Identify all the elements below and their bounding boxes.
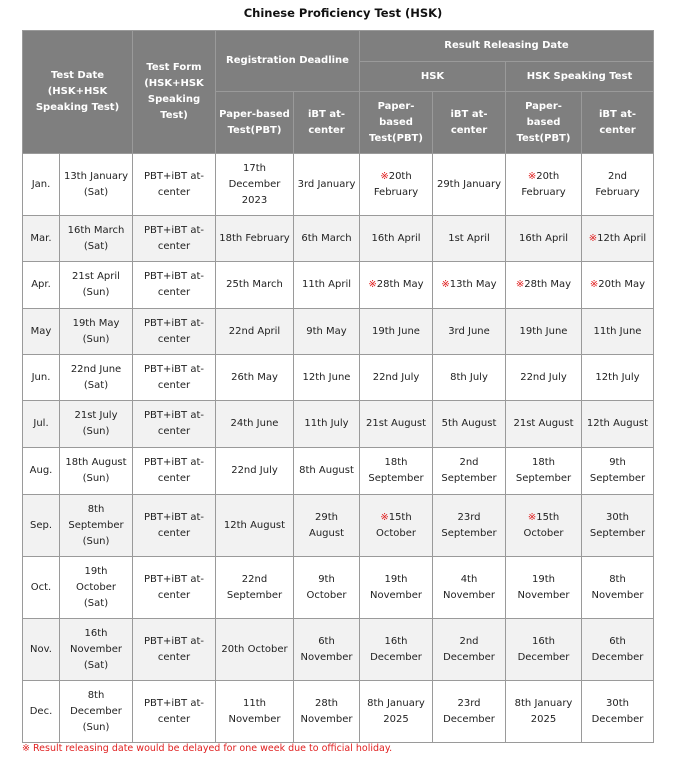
cell-test-form	[133, 681, 216, 743]
cell-test-date	[60, 262, 133, 309]
cell-text: 2nd February	[595, 170, 640, 198]
table-row	[23, 681, 654, 743]
cell-text: 26th May	[231, 371, 278, 383]
cell-speaking-pbt	[506, 495, 582, 557]
cell-month	[23, 355, 60, 401]
cell-text: 12th August	[223, 519, 286, 531]
cell-registration-pbt	[216, 154, 294, 216]
cell-test-form	[133, 557, 216, 619]
cell-month	[23, 495, 60, 557]
cell-registration-ibt	[294, 355, 360, 401]
header-registration-deadline: Registration Deadline	[216, 31, 360, 92]
cell-text: 16th March (Sat)	[67, 224, 125, 252]
cell-test-date	[60, 557, 133, 619]
cell-month	[23, 448, 60, 495]
cell-text: 4th November	[442, 573, 496, 601]
cell-test-date	[60, 401, 133, 448]
cell-speaking-ibt	[582, 448, 654, 495]
cell-speaking-ibt	[582, 262, 654, 309]
cell-speaking-ibt	[582, 619, 654, 681]
cell-test-date	[60, 495, 133, 557]
cell-hsk-ibt	[433, 619, 506, 681]
cell-text: 11th June	[593, 325, 642, 337]
cell-hsk-pbt	[360, 401, 433, 448]
cell-month	[23, 262, 60, 309]
table-row	[23, 448, 654, 495]
cell-text: 21st April (Sun)	[72, 271, 120, 298]
cell-text: 16th December	[370, 635, 422, 663]
holiday-mark-icon: ※	[589, 279, 599, 290]
cell-text: 8th September (Sun)	[68, 503, 124, 547]
header-speaking-ibt: iBT at-center	[582, 92, 654, 154]
cell-test-form	[133, 262, 216, 309]
cell-hsk-pbt	[360, 448, 433, 495]
cell-text: PBT+iBT at-center	[144, 635, 204, 663]
cell-registration-pbt	[216, 262, 294, 309]
cell-hsk-ibt	[433, 448, 506, 495]
header-registration-ibt: iBT at-center	[294, 92, 360, 154]
cell-speaking-ibt	[582, 309, 654, 355]
cell-text: 12th April	[597, 232, 647, 244]
holiday-mark-icon: ※	[515, 279, 525, 290]
cell-text: 29th January	[436, 178, 502, 190]
cell-text: 28th May	[376, 279, 424, 290]
cell-text: 22nd July	[231, 465, 278, 476]
header-hsk-ibt: iBT at-center	[433, 92, 506, 154]
cell-hsk-pbt	[360, 355, 433, 401]
cell-text: 18th September	[368, 457, 424, 484]
cell-text: Aug.	[29, 465, 53, 476]
cell-hsk-pbt	[360, 154, 433, 216]
cell-text: May	[30, 325, 52, 337]
cell-test-date	[60, 309, 133, 355]
cell-text: Jan.	[31, 178, 51, 190]
cell-text: Nov.	[30, 643, 52, 655]
cell-text: 22nd September	[226, 573, 283, 601]
cell-speaking-ibt	[582, 216, 654, 262]
cell-hsk-ibt	[433, 401, 506, 448]
cell-text: 22nd June (Sat)	[70, 363, 122, 391]
cell-speaking-ibt	[582, 355, 654, 401]
cell-registration-pbt	[216, 216, 294, 262]
table-row	[23, 619, 654, 681]
cell-text: 1st April	[448, 232, 490, 244]
cell-registration-ibt	[294, 557, 360, 619]
cell-text: 19th June	[519, 325, 568, 337]
cell-registration-ibt	[294, 309, 360, 355]
hsk-schedule-table	[22, 30, 654, 743]
cell-month	[23, 401, 60, 448]
cell-test-date	[60, 355, 133, 401]
cell-registration-pbt	[216, 495, 294, 557]
cell-test-date	[60, 216, 133, 262]
cell-test-form	[133, 216, 216, 262]
cell-text: PBT+iBT at-center	[144, 410, 204, 437]
cell-text: 16th April	[518, 232, 569, 244]
cell-hsk-ibt	[433, 262, 506, 309]
table-row	[23, 154, 654, 216]
header-test-form: Test Form (HSK+HSK Speaking Test)	[133, 31, 216, 154]
cell-text: 12th August	[586, 418, 649, 429]
cell-month	[23, 557, 60, 619]
cell-speaking-pbt	[506, 216, 582, 262]
cell-month	[23, 216, 60, 262]
cell-text: 15th October	[523, 511, 564, 539]
cell-text: 19th May (Sun)	[72, 317, 120, 345]
cell-text: PBT+iBT at-center	[144, 170, 204, 198]
cell-text: 18th February	[219, 232, 290, 244]
cell-text: 21st August	[513, 418, 574, 429]
cell-text: 9th May	[306, 325, 347, 337]
cell-text: 21st July (Sun)	[74, 410, 118, 437]
cell-test-date	[60, 681, 133, 743]
holiday-mark-icon: ※	[380, 511, 389, 523]
cell-text: 23rd September	[441, 511, 497, 539]
cell-test-form	[133, 154, 216, 216]
cell-hsk-ibt	[433, 309, 506, 355]
cell-text: 22nd July	[520, 371, 567, 383]
cell-text: Apr.	[31, 279, 51, 290]
cell-text: 5th August	[441, 418, 497, 429]
cell-test-date	[60, 448, 133, 495]
cell-text: PBT+iBT at-center	[144, 697, 204, 725]
header-hsk: HSK	[360, 62, 506, 92]
cell-text: 20th February	[373, 170, 419, 198]
header-speaking-pbt: Paper-based Test(PBT)	[506, 92, 582, 154]
cell-registration-pbt	[216, 681, 294, 743]
cell-text: 8th January 2025	[514, 697, 573, 725]
table-row	[23, 216, 654, 262]
cell-hsk-ibt	[433, 557, 506, 619]
cell-registration-pbt	[216, 557, 294, 619]
cell-text: 28th November	[300, 697, 353, 725]
cell-registration-pbt	[216, 619, 294, 681]
cell-text: Jun.	[31, 371, 51, 383]
cell-text: 3rd June	[448, 325, 490, 337]
holiday-mark-icon: ※	[527, 170, 537, 182]
cell-test-form	[133, 448, 216, 495]
cell-text: Sep.	[29, 519, 53, 531]
cell-text: 6th November	[300, 635, 353, 663]
cell-text: PBT+iBT at-center	[144, 573, 204, 601]
header-hsk-speaking: HSK Speaking Test	[506, 62, 654, 92]
cell-registration-ibt	[294, 619, 360, 681]
cell-text: 16th December	[517, 635, 570, 663]
cell-text: Dec.	[29, 705, 53, 717]
cell-text: 11th November	[228, 697, 281, 725]
page-title: Chinese Proficiency Test (HSK)	[243, 6, 443, 20]
cell-registration-ibt	[294, 681, 360, 743]
cell-text: 8th August	[299, 465, 354, 476]
cell-text: 22nd April	[228, 325, 281, 337]
cell-speaking-pbt	[506, 401, 582, 448]
cell-speaking-pbt	[506, 448, 582, 495]
cell-text: 19th November	[517, 573, 570, 601]
cell-text: 6th March	[301, 232, 352, 244]
cell-text: 12th July	[595, 371, 640, 383]
cell-speaking-pbt	[506, 557, 582, 619]
cell-text: 3rd January	[297, 178, 356, 190]
cell-text: PBT+iBT at-center	[144, 363, 204, 391]
cell-month	[23, 309, 60, 355]
cell-text: 30th December	[591, 697, 644, 725]
cell-speaking-ibt	[582, 495, 654, 557]
cell-hsk-ibt	[433, 355, 506, 401]
cell-test-form	[133, 309, 216, 355]
cell-text: 2nd September	[441, 457, 497, 484]
cell-speaking-ibt	[582, 557, 654, 619]
cell-text: 11th July	[304, 418, 349, 429]
cell-text: 13th January (Sat)	[63, 170, 129, 198]
cell-text: 13th May	[449, 279, 497, 290]
cell-text: PBT+iBT at-center	[144, 271, 204, 298]
cell-registration-ibt	[294, 262, 360, 309]
holiday-mark-icon: ※	[380, 170, 389, 182]
holiday-mark-icon: ※	[588, 232, 598, 244]
cell-registration-ibt	[294, 401, 360, 448]
cell-text: 17th December 2023	[228, 162, 281, 206]
cell-test-form	[133, 495, 216, 557]
cell-hsk-ibt	[433, 681, 506, 743]
cell-text: 16th April	[371, 232, 421, 244]
table-row	[23, 495, 654, 557]
cell-registration-pbt	[216, 309, 294, 355]
cell-registration-pbt	[216, 401, 294, 448]
cell-text: 23rd December	[443, 697, 495, 725]
cell-speaking-ibt	[582, 681, 654, 743]
cell-hsk-ibt	[433, 216, 506, 262]
cell-test-form	[133, 355, 216, 401]
cell-hsk-pbt	[360, 309, 433, 355]
cell-registration-pbt	[216, 355, 294, 401]
cell-test-form	[133, 619, 216, 681]
cell-text: 25th March	[226, 279, 283, 290]
cell-text: 18th August (Sun)	[65, 457, 127, 484]
cell-text: 2nd December	[443, 635, 495, 663]
table-row	[23, 262, 654, 309]
cell-test-form	[133, 401, 216, 448]
header-registration-pbt: Paper-based Test(PBT)	[216, 92, 294, 154]
cell-hsk-pbt	[360, 619, 433, 681]
cell-text: 6th December	[591, 635, 644, 663]
cell-text: PBT+iBT at-center	[144, 511, 204, 539]
cell-text: 15th October	[375, 511, 417, 539]
cell-text: 19th November	[369, 573, 423, 601]
cell-hsk-pbt	[360, 557, 433, 619]
cell-month	[23, 681, 60, 743]
cell-text: 24th June	[230, 418, 279, 429]
cell-text: 11th April	[301, 279, 352, 290]
cell-text: PBT+iBT at-center	[144, 317, 204, 345]
cell-test-date	[60, 154, 133, 216]
cell-registration-ibt	[294, 448, 360, 495]
cell-text: 8th December (Sun)	[70, 689, 122, 733]
footnote: ※ Result releasing date would be delayed for one week due to official holiday.	[22, 743, 393, 754]
table-row	[23, 557, 654, 619]
cell-hsk-pbt	[360, 216, 433, 262]
holiday-mark-icon: ※	[441, 279, 450, 290]
cell-text: 9th September	[589, 457, 646, 484]
cell-text: 19th June	[372, 325, 420, 337]
table-row	[23, 309, 654, 355]
cell-text: 18th September	[515, 457, 572, 484]
cell-text: PBT+iBT at-center	[144, 224, 204, 252]
cell-month	[23, 619, 60, 681]
cell-text: PBT+iBT at-center	[144, 457, 204, 484]
cell-text: 22nd July	[372, 371, 420, 383]
cell-text: 20th October	[221, 643, 288, 655]
cell-hsk-pbt	[360, 262, 433, 309]
cell-hsk-pbt	[360, 495, 433, 557]
cell-text: 9th October	[306, 573, 347, 601]
table-row	[23, 355, 654, 401]
cell-hsk-ibt	[433, 154, 506, 216]
cell-registration-ibt	[294, 154, 360, 216]
cell-text: Oct.	[30, 581, 52, 593]
cell-text: 8th July	[450, 371, 488, 383]
cell-text: 30th September	[589, 511, 646, 539]
header-result-releasing-date: Result Releasing Date	[360, 31, 654, 62]
cell-text: 8th November	[591, 573, 644, 601]
cell-hsk-pbt	[360, 681, 433, 743]
cell-hsk-ibt	[433, 495, 506, 557]
table-row	[23, 401, 654, 448]
cell-speaking-pbt	[506, 309, 582, 355]
cell-speaking-ibt	[582, 154, 654, 216]
cell-text: 19th October (Sat)	[75, 565, 117, 609]
cell-speaking-pbt	[506, 262, 582, 309]
holiday-mark-icon: ※	[527, 511, 537, 523]
cell-speaking-pbt	[506, 619, 582, 681]
cell-text: 12th June	[302, 371, 351, 383]
holiday-mark-icon: ※	[368, 279, 377, 290]
cell-text: 8th January 2025	[367, 697, 425, 725]
cell-speaking-ibt	[582, 401, 654, 448]
cell-speaking-pbt	[506, 154, 582, 216]
cell-text: 20th February	[521, 170, 566, 198]
cell-text: Mar.	[30, 232, 52, 244]
cell-speaking-pbt	[506, 681, 582, 743]
cell-text: 21st August	[365, 418, 427, 429]
header-hsk-pbt: Paper-based Test(PBT)	[360, 92, 433, 154]
cell-text: 29th August	[309, 511, 344, 539]
cell-text: 16th November (Sat)	[69, 627, 123, 671]
cell-registration-ibt	[294, 216, 360, 262]
cell-text: 28th May	[524, 279, 572, 290]
cell-registration-ibt	[294, 495, 360, 557]
header-test-date: Test Date (HSK+HSK Speaking Test)	[23, 31, 133, 154]
cell-registration-pbt	[216, 448, 294, 495]
cell-test-date	[60, 619, 133, 681]
cell-month	[23, 154, 60, 216]
cell-text: Jul.	[33, 418, 49, 429]
cell-text: 20th May	[598, 279, 646, 290]
cell-speaking-pbt	[506, 355, 582, 401]
